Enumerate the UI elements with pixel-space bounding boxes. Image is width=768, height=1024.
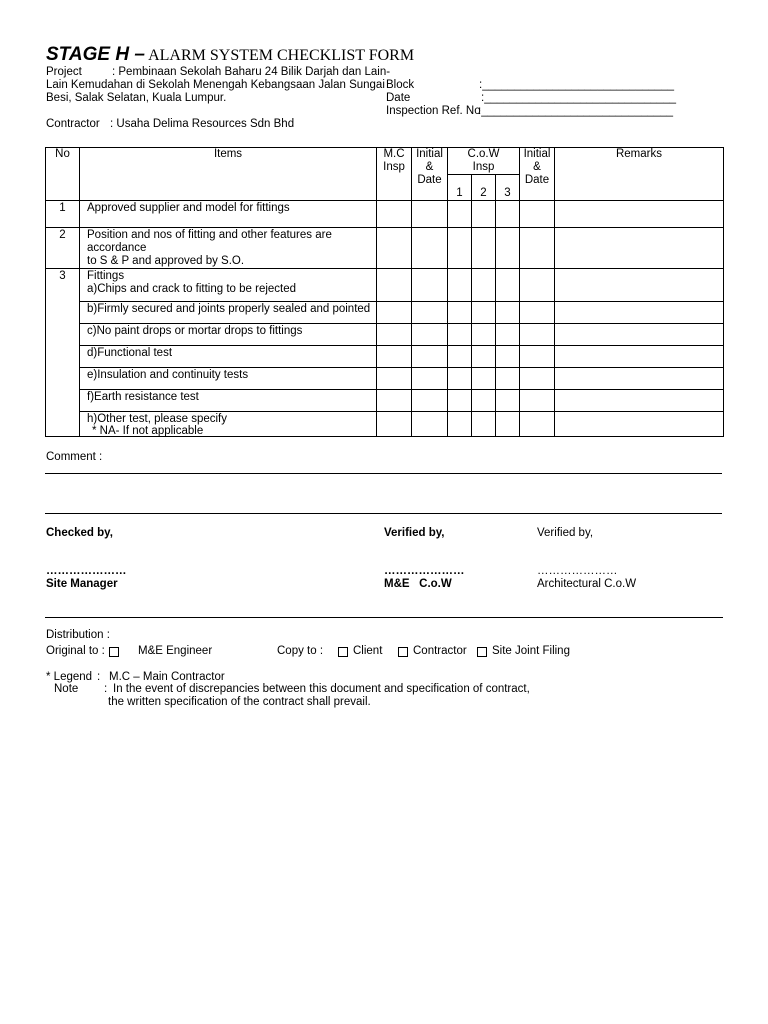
row-item: Fittings a)Chips and crack to fitting to be rejected [80, 269, 377, 302]
verified-by-signature-line-1: ………………… [384, 565, 465, 577]
comment-line-2 [45, 513, 722, 514]
note-line1: In the event of discrepancies between this document and specification of contract, [113, 683, 530, 695]
note-colon: : [104, 683, 108, 695]
contractor-value: : Usaha Delima Resources Sdn Bhd [110, 118, 295, 130]
table-row [46, 269, 724, 302]
header-cow-1: 1 [448, 175, 472, 201]
na-note: * NA- If not applicable [92, 425, 204, 437]
verified-by-signature-line-2: ………………… [537, 565, 618, 577]
project-line2: Lain Kemudahan di Sekolah Menengah Kebangsaan Jalan Sungai [46, 79, 385, 91]
comment-label: Comment : [46, 451, 103, 463]
original-checkbox[interactable] [109, 647, 119, 657]
table-header-row [46, 148, 724, 175]
original-to-label: Original to : [46, 645, 105, 657]
table-row [46, 302, 724, 324]
date-label: Date [386, 92, 411, 104]
table-row [46, 201, 724, 228]
original-to-value: M&E Engineer [138, 645, 213, 657]
me-cow-role: M&E C.o.W [384, 578, 452, 590]
row-no: 3 [46, 269, 80, 437]
copy-contractor: Contractor [413, 645, 467, 657]
site-manager-role: Site Manager [46, 578, 118, 590]
inspection-ref-value: :______________________________ [478, 105, 674, 117]
project-label: Project [46, 66, 82, 78]
copy-client: Client [353, 645, 383, 657]
row-item: Approved supplier and model for fittings [80, 201, 377, 228]
header-cow-3: 3 [496, 175, 520, 201]
project-line1: : Pembinaan Sekolah Baharu 24 Bilik Darjah dan Lain- [112, 66, 391, 78]
checked-by-label: Checked by, [46, 527, 113, 539]
header-cow: C.o.W Insp [448, 148, 520, 175]
verified-by-label-2: Verified by, [537, 527, 594, 539]
header-items: Items [80, 148, 377, 201]
inspection-ref-label: Inspection Ref. No [386, 105, 481, 117]
site-joint-filing-checkbox[interactable] [477, 647, 487, 657]
comment-line-1 [45, 473, 722, 474]
form-title: ALARM SYSTEM CHECKLIST FORM [148, 47, 415, 64]
block-label: Block [386, 79, 415, 91]
note-line2: the written specification of the contract shall prevail. [108, 696, 371, 708]
header-initial-date-2: Initial & Date [520, 148, 555, 201]
date-value: :______________________________ [481, 92, 677, 104]
row-item: h)Other test, please specify [80, 412, 377, 437]
header-initial-date-1: Initial & Date [412, 148, 448, 201]
verified-by-label-1: Verified by, [384, 527, 445, 539]
project-line3: Besi, Salak Selatan, Kuala Lumpur. [46, 92, 227, 104]
contractor-label: Contractor [46, 118, 100, 130]
architectural-cow-role: Architectural C.o.W [537, 578, 637, 590]
distribution-label: Distribution : [46, 629, 110, 641]
row-item: Position and nos of fitting and other features are accordance to S & P and approved by S.O. [80, 228, 377, 269]
row-no: 1 [46, 201, 80, 228]
copy-site-joint-filing: Site Joint Filing [492, 645, 570, 657]
legend-colon: : [97, 671, 101, 683]
note-label: Note [54, 683, 79, 695]
header-cow-2: 2 [472, 175, 496, 201]
client-checkbox[interactable] [338, 647, 348, 657]
checked-by-signature-line: ………………… [46, 565, 127, 577]
row-item: c)No paint drops or mortar drops to fittings [80, 324, 377, 346]
block-value: :______________________________ [479, 79, 675, 91]
header-mc: M.C Insp [377, 148, 412, 201]
table-row [46, 324, 724, 346]
row-item: b)Firmly secured and joints properly sealed and pointed [80, 302, 377, 324]
row-item: f)Earth resistance test [80, 390, 377, 412]
row-no: 2 [46, 228, 80, 269]
contractor-checkbox[interactable] [398, 647, 408, 657]
checklist-table [45, 147, 724, 437]
table-row [46, 368, 724, 390]
header-remarks: Remarks [555, 148, 724, 201]
header-no: No [46, 148, 80, 201]
table-row [46, 346, 724, 368]
page-title [46, 44, 414, 66]
stage-label: STAGE H – [46, 44, 145, 65]
row-item: d)Functional test [80, 346, 377, 368]
legend-label: * Legend [46, 671, 93, 683]
signature-divider [45, 617, 723, 618]
legend-value: M.C – Main Contractor [109, 671, 225, 683]
table-row [46, 390, 724, 412]
copy-to-label: Copy to : [277, 645, 324, 657]
row-item: e)Insulation and continuity tests [80, 368, 377, 390]
table-row [46, 228, 724, 269]
